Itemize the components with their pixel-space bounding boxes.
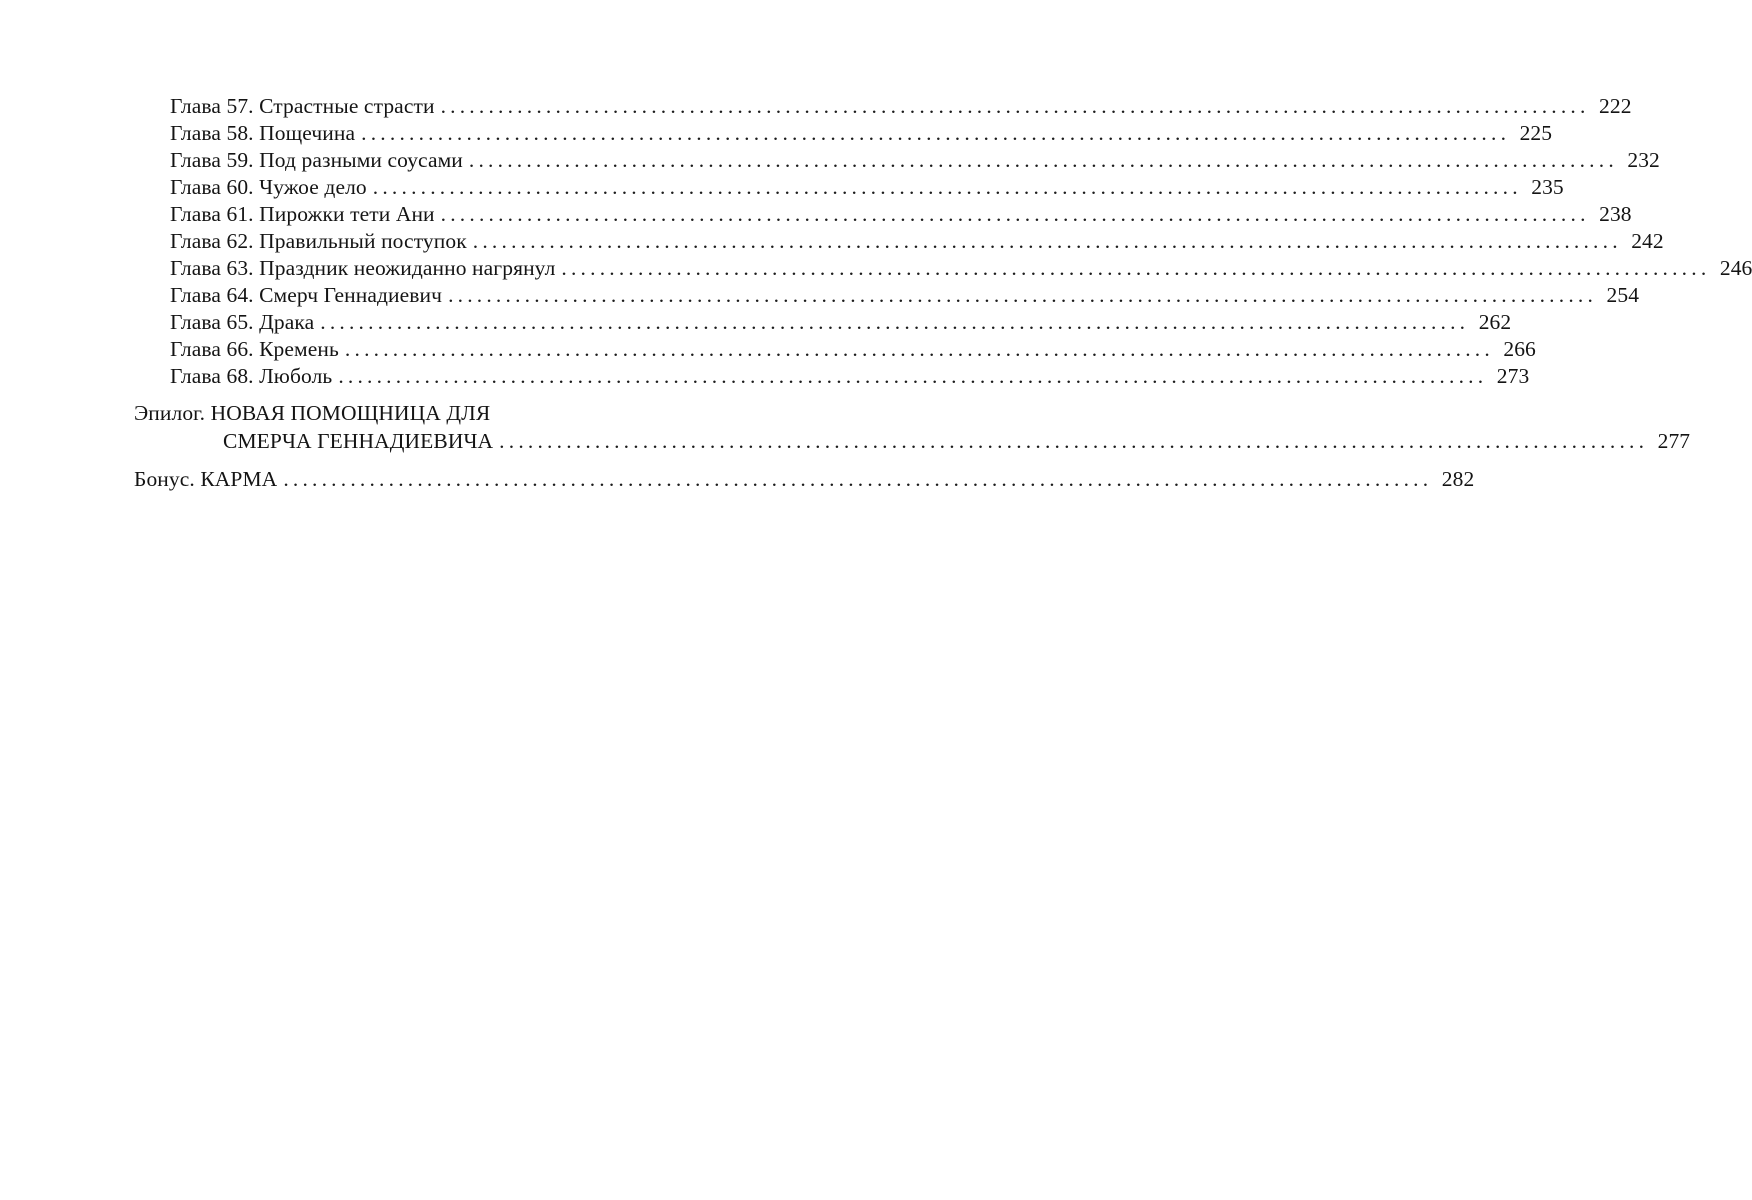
leader-dots: ........................................................................................................................ (561, 256, 1711, 280)
toc-entry-title: Глава 68. Люболь (170, 364, 333, 388)
toc-entry-page: 282 (1441, 467, 1475, 491)
toc-entry-page: 222 (1599, 94, 1632, 118)
toc-entry (170, 174, 1564, 201)
bonus-title: Бонус. КАРМА (134, 467, 278, 491)
toc-entry-page: 242 (1631, 229, 1664, 253)
leader-dots: ........................................................................................................................ (440, 94, 1590, 118)
leader-dots: ........................................................................................................................ (283, 467, 1433, 491)
toc-entry (170, 93, 1632, 120)
toc-entry (170, 120, 1553, 147)
toc-entry-bonus (134, 466, 1475, 493)
toc-entry (170, 282, 1640, 309)
toc-entry-page: 277 (1657, 429, 1691, 453)
toc-entry (170, 147, 1660, 174)
leader-dots: ........................................................................................................................ (448, 283, 1598, 307)
leader-dots: ........................................................................................................................ (499, 429, 1649, 453)
toc-entry-page: 246 (1719, 256, 1752, 280)
toc-entry-title: Глава 64. Смерч Геннадиевич (170, 283, 443, 307)
toc-entry-title: Глава 65. Драка (170, 310, 315, 334)
leader-dots: ........................................................................................................................ (338, 364, 1488, 388)
leader-dots: ........................................................................................................................ (468, 148, 1618, 172)
leader-dots: ........................................................................................................................ (344, 337, 1494, 361)
toc-entry-epilog (223, 428, 1691, 455)
toc-entry-page: 238 (1599, 202, 1632, 226)
toc-entry-page: 266 (1503, 337, 1536, 361)
epilog-title-line2: СМЕРЧА ГЕННАДИЕВИЧА (223, 429, 494, 453)
toc-entry-title: Глава 57. Страстные страсти (170, 94, 435, 118)
leader-dots: ........................................................................................................................ (361, 121, 1511, 145)
epilog-title-line1: Эпилог. НОВАЯ ПОМОЩНИЦА ДЛЯ (134, 401, 491, 425)
toc-entry-title: Глава 58. Пощечина (170, 121, 356, 145)
toc-entry (170, 228, 1664, 255)
toc-entry-page: 235 (1531, 175, 1564, 199)
toc-entry (170, 201, 1632, 228)
toc-entry-page: 254 (1606, 283, 1640, 307)
toc-entry-title: Глава 60. Чужое дело (170, 175, 367, 199)
toc-entry (170, 336, 1536, 363)
toc-entry (170, 255, 1752, 282)
toc-entry-page: 225 (1519, 121, 1553, 145)
leader-dots: ........................................................................................................................ (440, 202, 1590, 226)
toc-entry-page: 262 (1478, 310, 1512, 334)
toc-entry-title: Глава 59. Под разными соусами (170, 148, 463, 172)
toc-entry-title: Глава 66. Кремень (170, 337, 339, 361)
toc-entry-title: Глава 62. Правильный поступок (170, 229, 467, 253)
leader-dots: ........................................................................................................................ (320, 310, 1470, 334)
toc-entry (170, 363, 1530, 390)
toc-entry-page: 273 (1496, 364, 1530, 388)
toc-entry (170, 309, 1512, 336)
leader-dots: ........................................................................................................................ (372, 175, 1522, 199)
toc-entry-page: 232 (1627, 148, 1660, 172)
toc-entry-title: Глава 61. Пирожки тети Ани (170, 202, 435, 226)
leader-dots: ........................................................................................................................ (472, 229, 1622, 253)
toc-entry-title: Глава 63. Праздник неожиданно нагрянул (170, 256, 556, 280)
